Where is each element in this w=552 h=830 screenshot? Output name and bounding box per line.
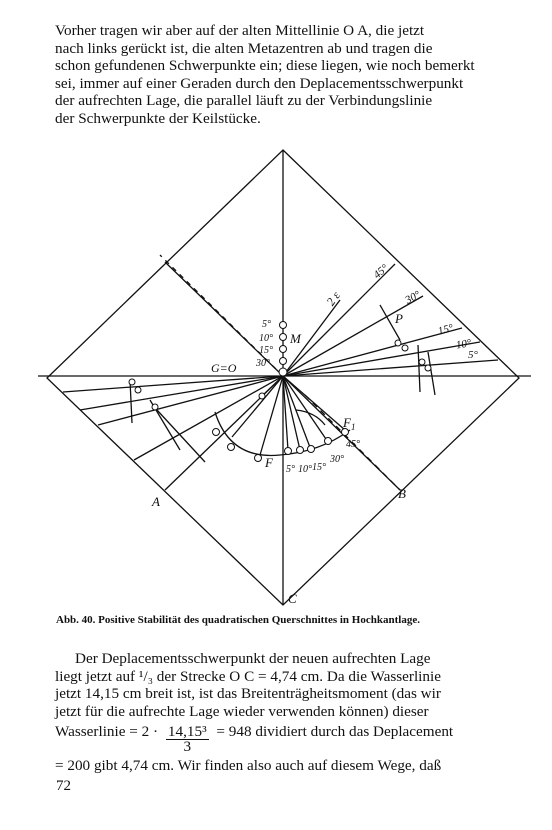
label-f: F (265, 455, 273, 470)
label-2e: 2 ε (323, 288, 343, 309)
label-p: P (395, 311, 403, 326)
body-paragraph (55, 650, 505, 775)
text-line: jetzt für die aufrechte Lage wieder verwenden können) dieser (55, 702, 429, 720)
metacenter-point (280, 346, 287, 353)
wedge-point (152, 404, 158, 410)
label-m5: 5° (262, 319, 271, 330)
curve-point (325, 438, 332, 445)
label-c30: 30° (330, 454, 344, 465)
label-r10: 10° (455, 337, 473, 352)
label-c5: 5° (286, 464, 295, 475)
text-line: liegt jetzt auf ¹/₃ der Strecke O C = 4,74 cm. Da die Wasserlinie (55, 667, 441, 685)
text-line: schon gefundenen Schwerpunkte ein; diese liegen, wie noch bemerkt (55, 57, 475, 75)
formula-prefix: Wasserlinie = 2 · (55, 723, 159, 741)
ray (232, 376, 283, 437)
label-r45: 45° (371, 262, 391, 282)
label-r5: 5° (468, 349, 478, 361)
text-line: nach links gerückt ist, die alten Metazentren ab und tragen die (55, 39, 433, 57)
label-r15: 15° (436, 322, 455, 338)
label-f1: $F_1$ (343, 415, 356, 432)
label-a: A (152, 494, 160, 509)
curve-point (255, 455, 262, 462)
wedge-point (129, 379, 135, 385)
curve-point (297, 447, 304, 454)
label-m10: 10° (259, 333, 273, 344)
label-m30: 30° (256, 358, 270, 369)
formula-suffix: = 948 dividiert durch das Deplacement (216, 723, 454, 741)
label-c: C (288, 591, 297, 606)
metacenter-point (280, 334, 287, 341)
formula-line (55, 723, 505, 754)
wedge-point (402, 345, 408, 351)
fraction-denominator: 3 (183, 738, 192, 756)
force-arrow (428, 352, 435, 395)
fraction (166, 725, 209, 754)
label-r30: 30° (403, 288, 423, 307)
curve-point (285, 448, 292, 455)
text-line: Der Deplacementsschwerpunkt der neuen aufrechten Lage (75, 650, 431, 667)
text-line: sei, immer auf einer Geraden durch den Deplacementsschwerpunkt (55, 74, 464, 92)
figure-caption: Abb. 40. Positive Stabilität des quadratischen Querschnittes in Hochkantlage. (56, 614, 420, 626)
force-arrow (157, 410, 205, 462)
text-line: = 200 gibt 4,74 cm. Wir finden also auch auf diesem Wege, daß (55, 757, 442, 775)
curve-point (228, 444, 235, 451)
label-c45: 45° (346, 439, 360, 450)
wedge-point (419, 359, 425, 365)
label-m15: 15° (259, 345, 273, 356)
text-line: jetzt 14,15 cm breit ist, ist das Breitenträgheitsmoment (das wir (55, 685, 441, 703)
label-g0: G=O (211, 361, 237, 375)
gravity-point (279, 368, 287, 376)
curve-point (308, 446, 315, 453)
label-m: M (290, 331, 301, 346)
page-number: 72 (56, 778, 71, 794)
wedge-point (259, 393, 265, 399)
label-c10: 10° (298, 464, 312, 475)
metacenter-point (280, 322, 287, 329)
label-b: B (398, 486, 406, 501)
text-line: der Schwerpunkte der Keilstücke. (55, 109, 261, 127)
text-line: Vorher tragen wir aber auf der alten Mittellinie O A, die jetzt (55, 22, 425, 39)
metacenter-point (280, 358, 287, 365)
fraction-numerator: 14,15³ (167, 723, 207, 741)
label-c15: 15° (312, 462, 326, 473)
text-line: der aufrechten Lage, die parallel läuft zu der Verbindungslinie (55, 92, 433, 110)
wedge-point (395, 340, 401, 346)
wedge-point (425, 365, 431, 371)
curve-point (213, 429, 220, 436)
wedge-point (135, 387, 141, 393)
waterline-left-5 (63, 376, 283, 392)
